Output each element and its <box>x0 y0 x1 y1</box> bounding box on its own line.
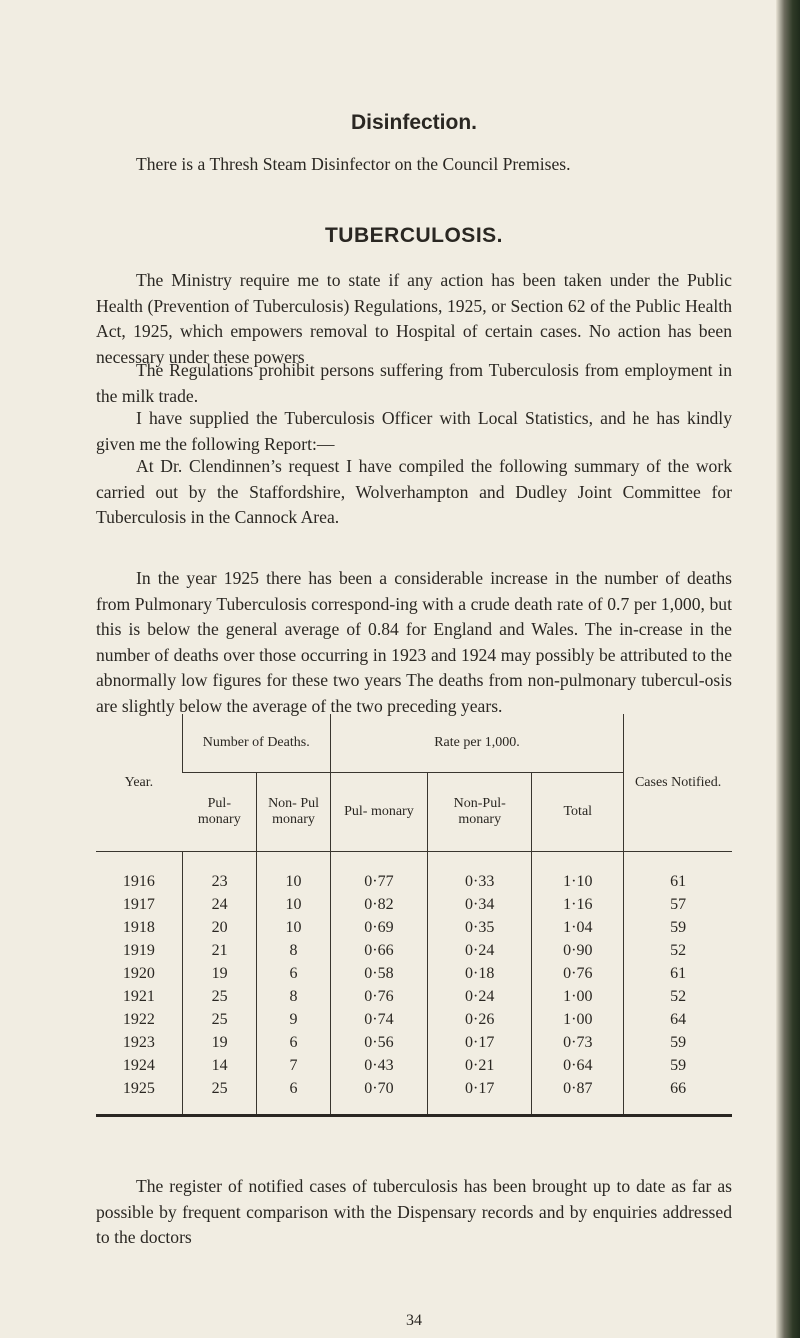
cell-nonpul: 6 <box>257 1031 330 1054</box>
header-rate-total: Total <box>532 773 624 852</box>
cell-year: 1922 <box>122 1010 155 1028</box>
cell-pul: 25 <box>182 985 257 1008</box>
cell-rate-pul: 0·69 <box>330 916 427 939</box>
cell-rate-nonpul: 0·18 <box>428 962 532 985</box>
cell-year: 1925 <box>122 1079 155 1097</box>
cell-total: 1·16 <box>532 893 624 916</box>
cell-year: 1919 <box>122 941 155 959</box>
cell-cases: 66 <box>624 1077 732 1114</box>
header-cases-notified: Cases Notified. <box>624 714 732 852</box>
tuberculosis-statistics-table <box>96 714 732 1114</box>
cell-total: 0·90 <box>532 939 624 962</box>
cell-cases: 52 <box>624 939 732 962</box>
cell-pul: 19 <box>182 962 257 985</box>
table-row <box>96 1008 732 1031</box>
cell-pul: 20 <box>182 916 257 939</box>
cell-total: 0·73 <box>532 1031 624 1054</box>
cell-rate-nonpul: 0·17 <box>428 1031 532 1054</box>
cell-rate-pul: 0·74 <box>330 1008 427 1031</box>
section-heading-disinfection: Disinfection. <box>350 111 477 134</box>
page-number: 34 <box>406 1312 422 1329</box>
cell-rate-pul: 0·82 <box>330 893 427 916</box>
cell-rate-nonpul: 0·24 <box>428 939 532 962</box>
cell-year: 1923 <box>122 1033 155 1051</box>
table-row <box>96 893 732 916</box>
cell-pul: 19 <box>182 1031 257 1054</box>
cell-pul: 21 <box>182 939 257 962</box>
cell-year: 1916 <box>122 872 155 890</box>
cell-nonpul: 7 <box>257 1054 330 1077</box>
cell-rate-nonpul: 0·33 <box>428 852 532 894</box>
cell-rate-nonpul: 0·21 <box>428 1054 532 1077</box>
cell-nonpul: 10 <box>257 893 330 916</box>
table-row <box>96 939 732 962</box>
cell-rate-nonpul: 0·26 <box>428 1008 532 1031</box>
cell-cases: 59 <box>624 1031 732 1054</box>
table-row <box>96 1031 732 1054</box>
cell-pul: 25 <box>182 1008 257 1031</box>
cell-nonpul: 9 <box>257 1008 330 1031</box>
cell-pul: 24 <box>182 893 257 916</box>
table-row <box>96 916 732 939</box>
cell-year: 1924 <box>122 1056 155 1074</box>
cell-rate-nonpul: 0·17 <box>428 1077 532 1114</box>
paragraph-report-intro: I have supplied the Tuberculosis Officer with Local Statistics, and he has kindly given me the following Report:— <box>96 408 732 454</box>
cell-total: 1·10 <box>532 852 624 894</box>
cell-year: 1920 <box>122 964 155 982</box>
cell-rate-pul: 0·43 <box>330 1054 427 1077</box>
cell-total: 1·04 <box>532 916 624 939</box>
cell-nonpul: 8 <box>257 939 330 962</box>
table-row <box>96 1077 732 1114</box>
paragraph-register: The register of notified cases of tuberculosis has been brought up to date as far as possible by frequent comparison with the Dispensary records and by enquiries addressed to the doctors <box>96 1176 732 1248</box>
table-row <box>96 962 732 985</box>
cell-nonpul: 6 <box>257 962 330 985</box>
cell-nonpul: 8 <box>257 985 330 1008</box>
cell-total: 0·64 <box>532 1054 624 1077</box>
paragraph-deaths: In the year 1925 there has been a considerable increase in the number of deaths from Pulmonary Tuberculosis correspond-ing with a crude death rate of 0.7 per 1,000, but this is below the general average of 0.84 for England and Wales. The in-crease in the number of deaths over those occurring in 1923 and 1924 may possibly be attributed to the abnormally low figures for these two years The deaths from non-pulmonary tubercul-osis are slightly below the average of the two preceding years. <box>96 568 732 716</box>
header-rate-non-pulmonary: Non-Pul- monary <box>428 773 532 852</box>
scan-edge <box>776 0 800 1338</box>
cell-cases: 61 <box>624 962 732 985</box>
cell-pul: 14 <box>182 1054 257 1077</box>
cell-cases: 59 <box>624 916 732 939</box>
cell-year: 1921 <box>122 987 155 1005</box>
header-deaths-non-pulmonary: Non- Pul monary <box>257 773 330 852</box>
cell-cases: 64 <box>624 1008 732 1031</box>
cell-rate-pul: 0·66 <box>330 939 427 962</box>
table-row <box>96 985 732 1008</box>
cell-year: 1918 <box>122 918 155 936</box>
table-bottom-rule <box>96 1114 732 1117</box>
cell-nonpul: 6 <box>257 1077 330 1114</box>
cell-rate-nonpul: 0·24 <box>428 985 532 1008</box>
header-deaths-pulmonary: Pul- monary <box>182 773 257 852</box>
cell-nonpul: 10 <box>257 852 330 894</box>
header-rate-pulmonary: Pul- monary <box>330 773 427 852</box>
table-body <box>96 852 732 1115</box>
paragraph-summary: At Dr. Clendinnen’s request I have compiled the following summary of the work carried out by the Staffordshire, Wolverhampton and Dudley Joint Committee for Tuberculosis in the Cannock Area. <box>96 456 732 528</box>
cell-total: 1·00 <box>532 985 624 1008</box>
cell-rate-pul: 0·58 <box>330 962 427 985</box>
cell-rate-pul: 0·77 <box>330 852 427 894</box>
cell-year: 1917 <box>122 895 155 913</box>
section-heading-tuberculosis: TUBERCULOSIS. <box>324 224 503 247</box>
table-row <box>96 1054 732 1077</box>
header-number-of-deaths: Number of Deaths. <box>182 714 330 773</box>
paragraph-regulations: The Regulations prohibit persons suffering from Tuberculosis from employment in the milk trade. <box>96 360 732 406</box>
paragraph-ministry: The Ministry require me to state if any action has been taken under the Public Health (Prevention of Tuberculosis) Regulations, 1925, or Section 62 of the Public Health Act, 1925, which empowers removal to Hospital of certain cases. No action has been necessary under these powers <box>96 270 732 367</box>
cell-pul: 23 <box>182 852 257 894</box>
cell-cases: 52 <box>624 985 732 1008</box>
table-row <box>96 852 732 894</box>
cell-rate-nonpul: 0·34 <box>428 893 532 916</box>
header-rate-per-1000: Rate per 1,000. <box>330 714 624 773</box>
cell-rate-pul: 0·70 <box>330 1077 427 1114</box>
cell-total: 1·00 <box>532 1008 624 1031</box>
header-year: Year. <box>96 714 182 852</box>
cell-cases: 61 <box>624 852 732 894</box>
cell-cases: 59 <box>624 1054 732 1077</box>
paragraph-disinfector: There is a Thresh Steam Disinfector on the Council Premises. <box>136 154 571 174</box>
cell-total: 0·87 <box>532 1077 624 1114</box>
cell-total: 0·76 <box>532 962 624 985</box>
cell-nonpul: 10 <box>257 916 330 939</box>
cell-pul: 25 <box>182 1077 257 1114</box>
cell-rate-pul: 0·76 <box>330 985 427 1008</box>
cell-rate-pul: 0·56 <box>330 1031 427 1054</box>
cell-cases: 57 <box>624 893 732 916</box>
cell-rate-nonpul: 0·35 <box>428 916 532 939</box>
